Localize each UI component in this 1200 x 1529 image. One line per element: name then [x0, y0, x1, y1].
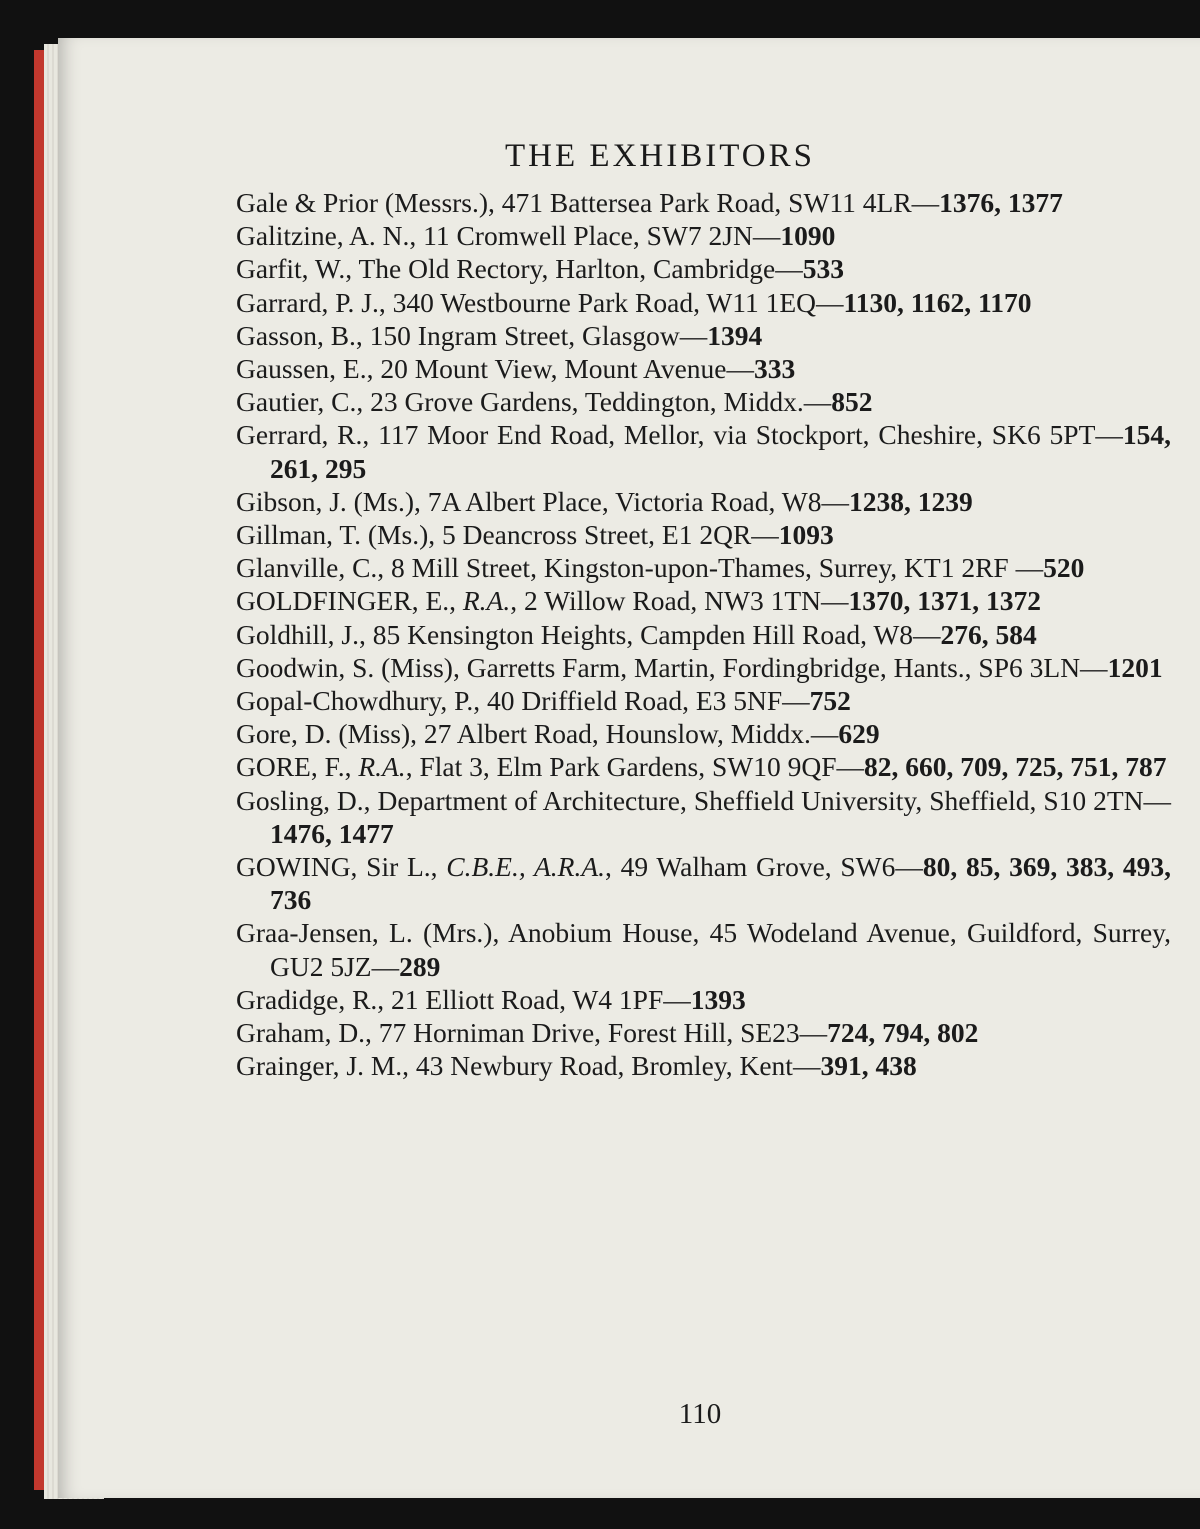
list-item: Graham, D., 77 Horniman Drive, Forest Hill, SE23—724, 794, 802	[236, 1017, 979, 1049]
list-item: Garfit, W., The Old Rectory, Harlton, Cambridge—533	[236, 253, 844, 285]
list-item: Gerrard, R., 117 Moor End Road, Mellor, via Stockport, Cheshire, SK6 5PT—154, 261, 295	[236, 419, 1171, 484]
list-item: Gopal-Chowdhury, P., 40 Driffield Road, E3 5NF—752	[236, 685, 851, 717]
list-item: Gasson, B., 150 Ingram Street, Glasgow—1394	[236, 319, 763, 351]
list-item: Garrard, P. J., 340 Westbourne Park Road, W11 1EQ—1130, 1162, 1170	[236, 286, 1032, 318]
exhibitor-list	[236, 186, 1171, 1082]
list-item: Gillman, T. (Ms.), 5 Deancross Street, E1 2QR—1093	[236, 519, 834, 551]
list-item: Gale & Prior (Messrs.), 471 Battersea Park Road, SW11 4LR—1376, 1377	[236, 187, 1063, 218]
red-book-edge	[34, 50, 44, 1490]
list-item: Glanville, C., 8 Mill Street, Kingston-upon-Thames, Surrey, KT1 2RF —520	[236, 552, 1085, 584]
list-item: GORE, F., R.A., Flat 3, Elm Park Gardens, SW10 9QF—82, 660, 709, 725, 751, 787	[236, 751, 1167, 783]
list-item: Gore, D. (Miss), 27 Albert Road, Hounslow, Middx.—629	[236, 718, 880, 750]
list-item: GOLDFINGER, E., R.A., 2 Willow Road, NW3 1TN—1370, 1371, 1372	[236, 585, 1042, 617]
list-item: Graa-Jensen, L. (Mrs.), Anobium House, 45 Wodeland Avenue, Guildford, Surrey, GU2 5JZ—289	[236, 917, 1171, 982]
list-item: Gradidge, R., 21 Elliott Road, W4 1PF—1393	[236, 983, 746, 1015]
page-number: 110	[678, 1398, 722, 1430]
list-item: Goldhill, J., 85 Kensington Heights, Campden Hill Road, W8—276, 584	[236, 618, 1037, 650]
list-item: Galitzine, A. N., 11 Cromwell Place, SW7 2JN—1090	[236, 220, 836, 252]
list-item: Gaussen, E., 20 Mount View, Mount Avenue—333	[236, 353, 796, 385]
list-item: Gautier, C., 23 Grove Gardens, Teddington, Middx.—852	[236, 386, 873, 418]
page-title: THE EXHIBITORS	[505, 138, 815, 174]
list-item: Gosling, D., Department of Architecture, Sheffield University, Sheffield, S10 2TN—1476, 1477	[236, 784, 1171, 849]
list-item: Goodwin, S. (Miss), Garretts Farm, Martin, Fordingbridge, Hants., SP6 3LN—1201	[236, 651, 1163, 683]
list-item: Grainger, J. M., 43 Newbury Road, Bromley, Kent—391, 438	[236, 1050, 917, 1082]
list-item: Gibson, J. (Ms.), 7A Albert Place, Victoria Road, W8—1238, 1239	[236, 485, 973, 517]
list-item: GOWING, Sir L., C.B.E., A.R.A., 49 Walham Grove, SW6—80, 85, 369, 383, 493, 736	[236, 851, 1171, 916]
